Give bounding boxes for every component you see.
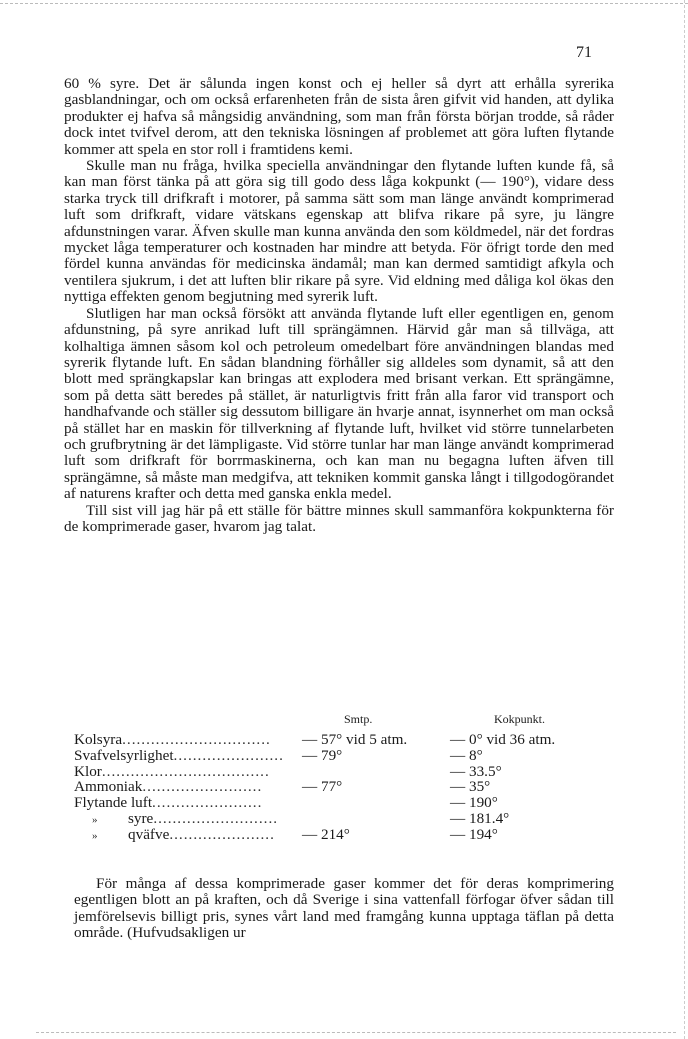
gas-name-cell — [74, 764, 284, 780]
gas-name: Flytande luft — [74, 795, 153, 811]
table-row — [74, 732, 614, 748]
gas-name-cell — [74, 748, 284, 764]
scan-edge-right — [683, 0, 685, 1039]
table-row — [74, 827, 614, 843]
table-row — [74, 764, 614, 780]
melting-point: — 57° vid 5 atm. — [302, 731, 408, 748]
boiling-point-table — [74, 712, 614, 843]
boiling-point: — 190° — [450, 794, 498, 812]
boiling-point: — 194° — [450, 825, 498, 843]
gas-name: Kolsyra — [74, 732, 123, 748]
leader-dots: ................................... — [101, 763, 270, 780]
table-row — [74, 811, 614, 827]
melting-point: — 214° — [302, 825, 350, 843]
melting-point: — 77° — [302, 778, 343, 796]
table-row — [74, 795, 614, 811]
gas-name: Svafvelsyrlighet — [74, 747, 174, 764]
table-row — [74, 779, 614, 795]
boiling-point: — 35° — [450, 778, 491, 796]
paragraph: För många af dessa komprimerade gaser kommer det för deras komprimering egentligen blott an på kraften, och då Sverige i sina vattenfall förfogar öfver sådan till jemförelsevis billigt pris, synes vårt land med framgång kunna upptaga täflan på detta område. (Hufvudsakligen ur — [74, 875, 614, 942]
ditto-mark: » — [92, 813, 98, 826]
leader-dots: .......................... — [153, 810, 279, 827]
gas-name: qväfve — [128, 826, 170, 843]
leader-dots: ............................... — [122, 732, 271, 748]
boiling-point: — 0° vid 36 atm. — [450, 731, 556, 748]
leader-dots: ......................... — [142, 779, 263, 796]
paragraph: Slutligen har man också försökt att använda flytande luft eller egentligen en, genom afdunstning, på syre anrikad luft till sprängämnen. Härvid går man så tillväga, att kolhaltiga ämnen såsom kol och petroleum omedelbart före användningen blandas med syrerik flytande luft. En sådan blandning förhåller sig alldeles som dynamit, så att den blott med sprängkapslar kan bringas att explodera med brisant verkan. Ett sprängämne, som på detta sätt beredes på stället, är naturligtvis fritt från alla faror vid transport och handhafvande och ställer sig dessutom billigare än hvarje annat, isynnerhet om man också på stället har en maskin för tillverkning af flytande luft, hvilket vid större tunnelarbeten och grufbrytning är det lämpligaste. Vid större tunlar har man länge användt komprimerad luft som drifkraft för borrmaskinerna, och kan man nu begagna luften äfven till sprängämne, så måste man medgifva, att tekniken kommit ganska långt i tillgodogörandet af naturens krafter och detta med ganska enkla medel. — [64, 304, 614, 503]
gas-name-cell — [74, 732, 284, 748]
boiling-point: — 8° — [450, 746, 483, 764]
paragraph: 60 % syre. Det är sålunda ingen konst och ej heller så dyrt att erhålla syrerika gasblandningar, och om också erfarenheten från de sista åren gifvit vid handen, att dylika produkter ej hafva så mångsidig användning, som man från första början trodde, så råder dock intet tvifvel derom, att den tekniska lösningen af problemet att göra luften flytande kommer att spela en stor roll i framtidens kemi. — [64, 75, 614, 158]
melting-point: — 79° — [302, 746, 343, 764]
table-header — [74, 712, 614, 732]
paragraph: Skulle man nu fråga, hvilka speciella användningar den flytande luften kunde få, så kan man först tänka på att göra sig till godo dess låga kokpunkt (— 190°), vidare dess starka tryck till drifkraft i motorer, på samma sätt som man länge användt komprimerad luft som drifkraft, vidare vätskans egenskap att blifva rikare på syre, ju längre afdunstningen varar. Äfven skulle man kunna använda den som köldmedel, när det fordras mycket låga temperaturer och kostnaden har mindre att betyda. För öfrigt torde den med fördel kunna användas för medicinska ändamål; man kan dermed samtidigt afkyla och ventilera sjukrum, i det att luften blir rikare på syre. Vid eldning med dåliga kol ökas den nyttiga effekten genom begjutning med syrerik luft. — [64, 157, 614, 306]
gas-name: Klor — [74, 763, 102, 780]
gas-name-cell — [74, 795, 284, 811]
ditto-mark: » — [92, 829, 98, 842]
closing-text — [74, 876, 614, 942]
leader-dots: ....................... — [173, 747, 284, 764]
scan-edge-bottom — [36, 1031, 676, 1033]
leader-dots: ...................... — [169, 826, 275, 843]
gas-name-cell — [74, 779, 284, 795]
table-row — [74, 748, 614, 764]
body-text — [64, 76, 614, 535]
header-kokpunkt: Kokpunkt. — [494, 712, 545, 726]
boiling-point: — 33.5° — [450, 762, 502, 780]
header-smtp: Smtp. — [344, 712, 373, 726]
gas-name-cell — [92, 827, 284, 845]
paragraph: Till sist vill jag här på ett ställe för bättre minnes skull sammanföra kokpunkterna för de komprimerade gaser, hvarom jag talat. — [64, 501, 614, 535]
leader-dots: ....................... — [152, 795, 263, 811]
boiling-point: — 181.4° — [450, 809, 510, 827]
page-number: 71 — [576, 44, 592, 61]
gas-name: Ammoniak — [74, 779, 143, 796]
scan-edge-top — [0, 0, 688, 4]
gas-name: syre — [128, 810, 154, 827]
